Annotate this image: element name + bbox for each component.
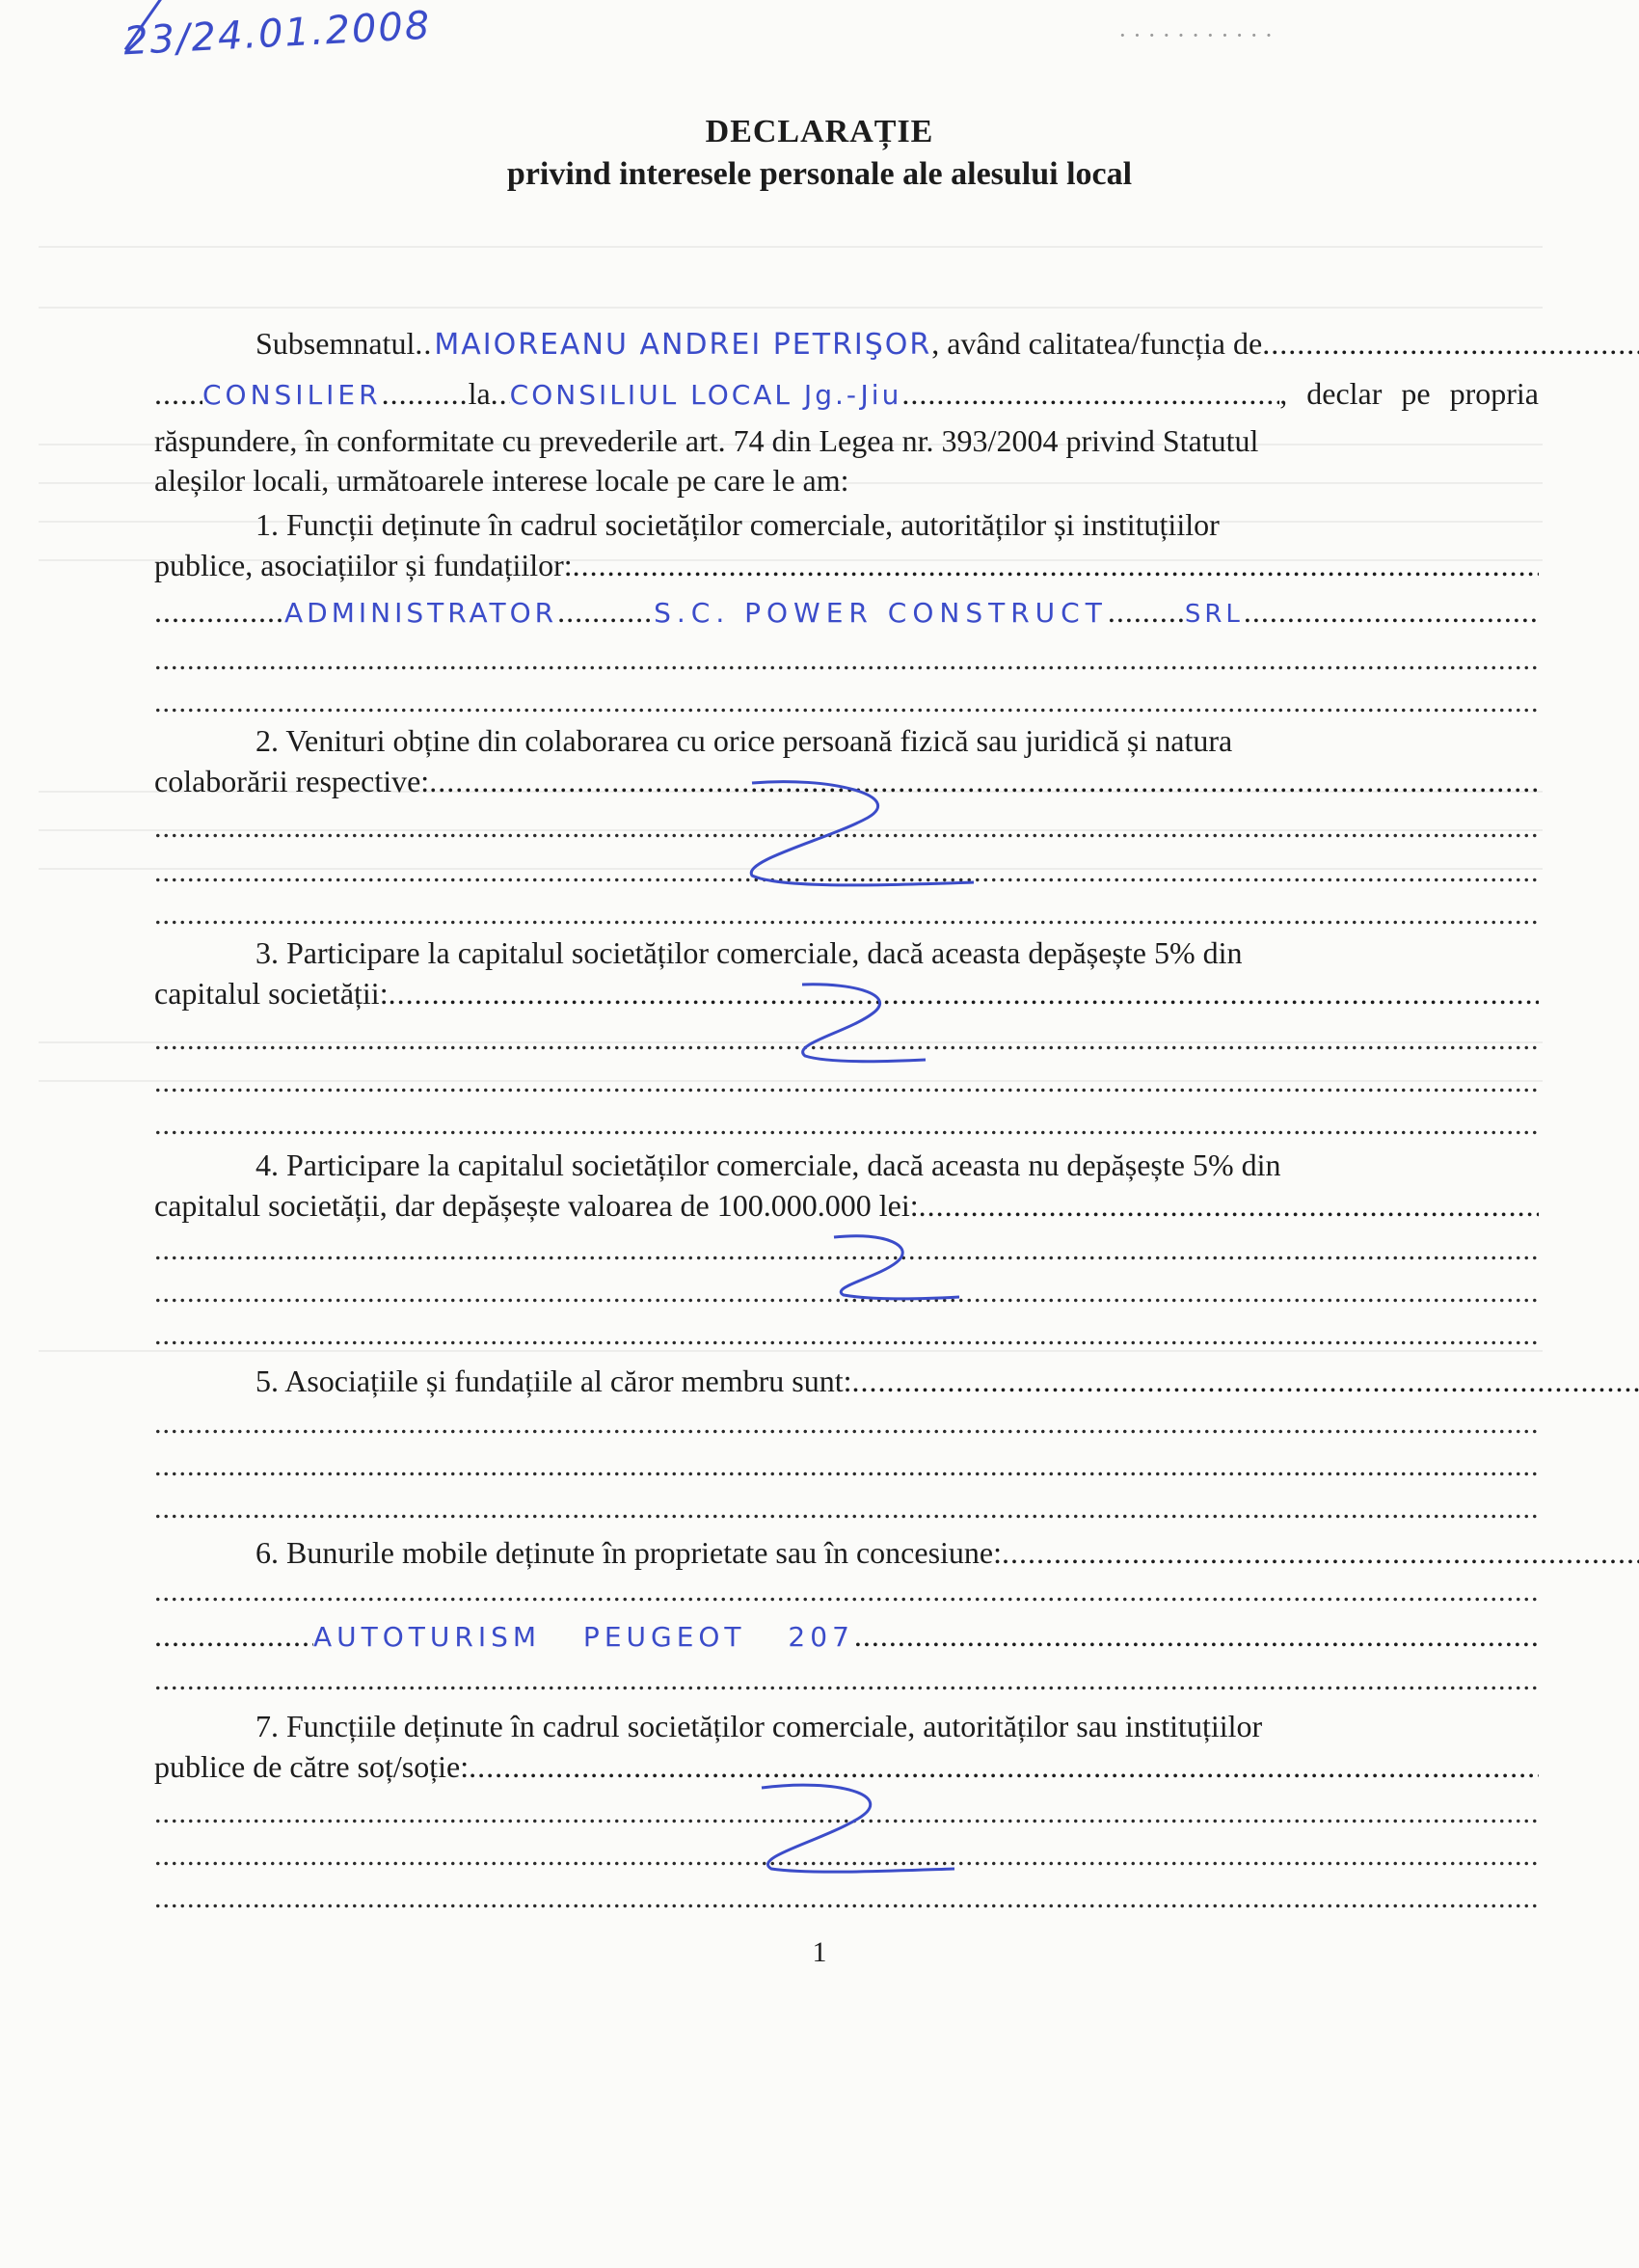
dotted-line bbox=[154, 1664, 1539, 1697]
intro-line-3: răspundere, în conformitate cu prevederile art. 74 din Legea nr. 393/2004 privind Statutul bbox=[154, 423, 1259, 458]
handwritten-date: 23/24.01.2008 bbox=[122, 3, 433, 65]
dotted-line bbox=[154, 1576, 1539, 1608]
section-6-answer-line bbox=[154, 1616, 1539, 1657]
document-subtitle: privind interesele personale ale alesului local bbox=[506, 156, 1133, 192]
dotted-line bbox=[154, 1066, 1539, 1099]
label-la: la bbox=[468, 376, 491, 411]
handwritten-function: CONSILIER bbox=[202, 379, 382, 411]
section-4-label: capitalul societății, dar depășește valoarea de 100.000.000 lei: bbox=[154, 1188, 919, 1223]
intro-line-2 bbox=[154, 374, 1539, 415]
handwritten-name: MAIOREANU ANDREI PETRIŞOR bbox=[434, 328, 932, 362]
dotted-line bbox=[154, 687, 1539, 719]
handwritten-company-type: SRL bbox=[1184, 600, 1244, 629]
pen-scribble bbox=[791, 1229, 983, 1307]
intro-line-4: aleșilor locali, următoarele interese locale pe care le am: bbox=[154, 463, 849, 498]
dotted-line bbox=[154, 1319, 1539, 1352]
dotted-line bbox=[154, 1882, 1539, 1915]
dotted-line bbox=[154, 1493, 1539, 1526]
dotted-line bbox=[154, 1109, 1539, 1142]
intro-line-1 bbox=[154, 324, 1639, 364]
section-1-heading: 1. Funcții deținute în cadrul societăților comerciale, autorităților și instituțiilor bbox=[255, 507, 1220, 542]
section-1-answer-line bbox=[154, 592, 1539, 634]
section-3-label: capitalul societății: bbox=[154, 976, 389, 1011]
section-3-heading: 3. Participare la capitalul societăților comerciale, dacă aceasta depășește 5% din bbox=[255, 935, 1243, 970]
section-6-heading bbox=[154, 1533, 1639, 1572]
handwritten-institution: CONSILIUL LOCAL Jg.-Jiu bbox=[509, 379, 902, 411]
section-6-label: 6. Bunurile mobile deținute în proprietate sau în concesiune: bbox=[255, 1535, 1003, 1570]
document-title: DECLARAȚIE bbox=[705, 114, 934, 149]
section-5-heading bbox=[154, 1362, 1639, 1400]
section-4-heading: 4. Participare la capitalul societăților comerciale, dacă aceasta nu depășește 5% din bbox=[255, 1148, 1281, 1182]
pen-scribble bbox=[752, 979, 945, 1066]
label-avand: , având calitatea/funcția de bbox=[931, 326, 1263, 361]
pen-scribble bbox=[713, 771, 1003, 897]
label-declar: , declar pe propria bbox=[1279, 376, 1539, 411]
faint-show-through-text: · · · · · · · · · · · bbox=[1118, 21, 1274, 49]
handwritten-vehicle: AUTOTURISM PEUGEOT 207 bbox=[313, 1621, 854, 1653]
dotted-line bbox=[154, 1450, 1539, 1483]
page-number: 1 bbox=[812, 1936, 827, 1968]
section-7-label: publice de către soț/soție: bbox=[154, 1749, 470, 1784]
handwritten-company: S.C. POWER CONSTRUCT bbox=[654, 597, 1108, 629]
section-1-label: publice, asociațiilor și fundațiilor: bbox=[154, 548, 573, 582]
dotted-line bbox=[154, 644, 1539, 677]
label-subsemnatul: Subsemnatul bbox=[255, 326, 416, 361]
section-7-heading: 7. Funcțiile deținute în cadrul societăților comerciale, autorităților sau instituțiilor bbox=[255, 1709, 1263, 1743]
dotted-line bbox=[154, 899, 1539, 932]
section-5-label: 5. Asociațiile și fundațiile al căror membru sunt: bbox=[255, 1364, 852, 1398]
dotted-line bbox=[154, 1408, 1539, 1441]
section-4-heading-cont bbox=[154, 1186, 1539, 1225]
handwritten-position: ADMINISTRATOR bbox=[284, 597, 558, 629]
section-2-heading: 2. Venituri obține din colaborarea cu orice persoană fizică sau juridică și natura bbox=[255, 723, 1233, 758]
section-1-heading-cont bbox=[154, 546, 1539, 584]
section-2-label: colaborării respective: bbox=[154, 764, 430, 798]
pen-scribble bbox=[733, 1774, 983, 1880]
